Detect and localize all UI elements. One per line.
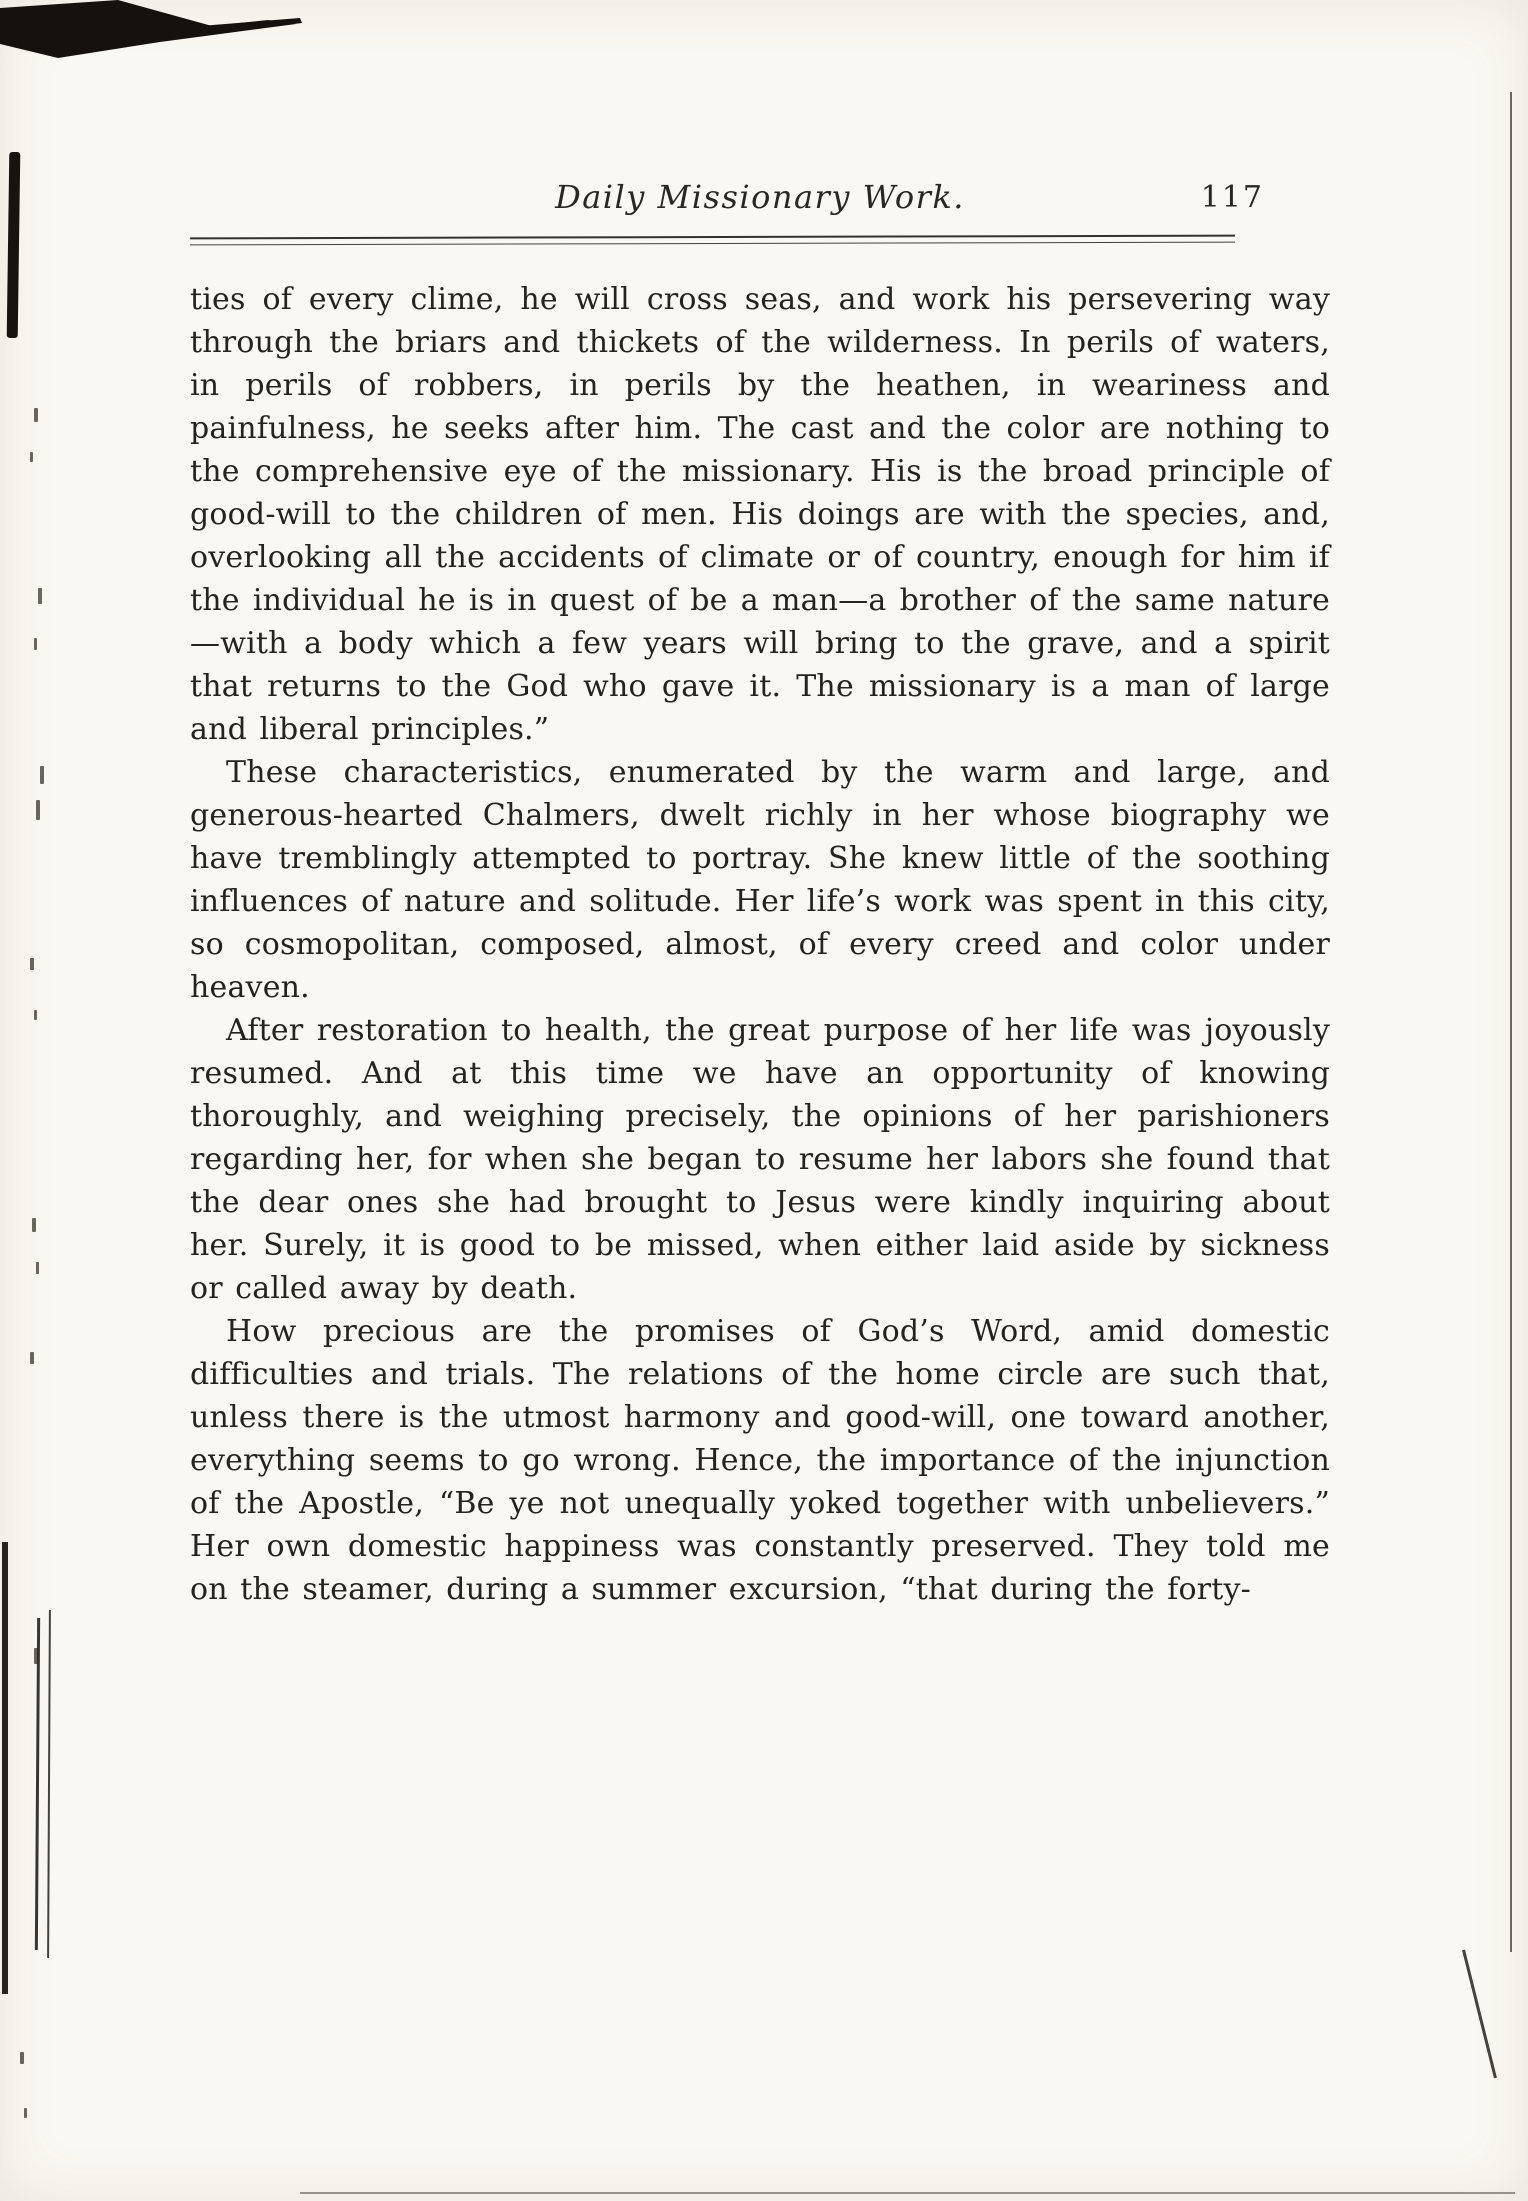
ink-speck <box>32 1218 36 1232</box>
ink-speck <box>36 800 40 820</box>
scan-artifact-left-bar <box>7 152 21 338</box>
ink-speck <box>34 1648 38 1664</box>
paragraph: These characteristics, enumerated by the warm and large, and generous-hearted Chalmers, dwelt richly in her whose biography we have tremblingly attempted to portray. She knew little of the soothing influences of nature and solitude. Her life’s work was spent in this city, so cosmopolitan, composed, almost, of every creed and color under heaven. <box>190 755 1330 1005</box>
ink-speck <box>30 958 34 970</box>
ink-speck <box>36 1262 39 1274</box>
page-header <box>190 178 1330 236</box>
page-body <box>190 278 1330 1611</box>
ink-speck <box>38 588 42 604</box>
scan-artifact-right-line <box>1510 92 1512 1952</box>
header-rule <box>190 235 1235 246</box>
scan-artifact-corner <box>0 0 310 80</box>
running-title: Daily Missionary Work. <box>555 178 965 216</box>
paragraph: ties of every clime, he will cross seas, and work his persevering way through the briars and thickets of the wilderness. In perils of waters, in perils of robbers, in perils by the heathen, in weariness and painfulness, he seeks after him. The cast and the color are nothing to the comprehensive eye of the missionary. His is the broad principle of good-will to the children of men. His doings are with the species, and, overlooking all the accidents of climate or of country, enough for him if the individual he is in quest of be a man—a brother of the same nature—with a body which a few years will bring to the grave, and a spirit that returns to the God who gave it. The missionary is a man of large and liberal principles.” <box>190 282 1330 747</box>
ink-speck <box>24 2108 27 2118</box>
ink-speck <box>34 638 37 650</box>
paragraph: After restoration to health, the great purpose of her life was joyously resumed. And at this time we have an opportunity of knowing thoroughly, and weighing precisely, the opinions of her parishioners regarding her, for when she began to resume her labors she found that the dear ones she had brought to Jesus were kindly inquiring about her. Surely, it is good to be missed, when either laid aside by sickness or called away by death. <box>190 1013 1330 1306</box>
ink-speck <box>20 2052 24 2064</box>
page-number: 117 <box>1200 180 1264 215</box>
text-column <box>190 178 1330 1611</box>
ink-speck <box>34 1010 37 1020</box>
scan-artifact-left-line <box>47 1610 51 1958</box>
paragraph: How precious are the promises of God’s Word, amid domestic difficulties and trials. The relations of the home circle are such that, unless there is the utmost harmony and good-will, one toward another, everything seems to go wrong. Hence, the importance of the injunction of the Apostle, “Be ye not unequally yoked together with unbelievers.” Her own domestic happiness was constantly preserved. They told me on the steamer, during a summer excursion, “that during the forty- <box>190 1314 1330 1607</box>
scan-artifact-bottom-line <box>300 2192 1515 2194</box>
ink-speck <box>34 408 38 422</box>
scan-artifact-left-line <box>35 1618 40 1950</box>
ink-speck <box>30 1352 34 1364</box>
scan-artifact-right-slash <box>1462 1950 1497 2079</box>
scan-artifact-left-strip <box>2 1542 8 1994</box>
ink-speck <box>30 452 33 462</box>
ink-speck <box>40 766 44 784</box>
